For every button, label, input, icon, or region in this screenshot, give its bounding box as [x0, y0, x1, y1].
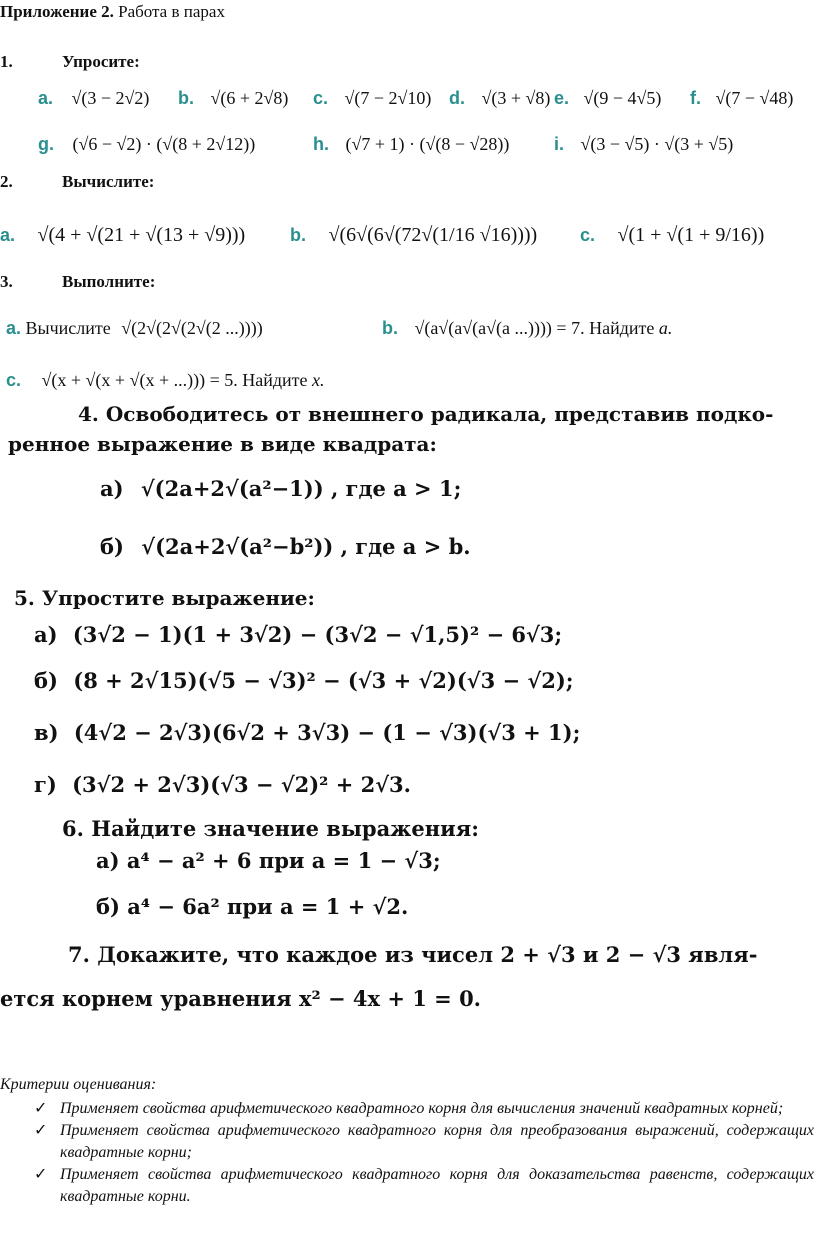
s5-a: а) (3√2 − 1)(1 + 3√2) − (3√2 − √1,5)² − 6√3; — [34, 622, 563, 647]
s1-d: d. √(3 + √8) — [449, 88, 551, 108]
s1-f: f. √(7 − √48) — [690, 88, 794, 108]
criteria-item: ✓ Применяет свойства арифметического квадратного корня для доказательства равенств, содержащих квадратные корни. — [34, 1166, 814, 1205]
section-3-number: 3. — [0, 272, 13, 291]
s4-line2: ренное выражение в виде квадрата: — [8, 432, 437, 456]
s7-line2: ется корнем уравнения x² − 4x + 1 = 0. — [0, 986, 481, 1011]
checkmark-icon: ✓ — [34, 1100, 48, 1117]
s1-g: g. (√6 − √2) · (√(8 + 2√12)) — [38, 134, 256, 154]
s1-a-label: a. — [38, 88, 54, 108]
header-bold: Приложение 2. — [0, 2, 114, 21]
checkmark-icon: ✓ — [34, 1166, 48, 1183]
s3-b: b. √(a√(a√(a√(a ...)))) = 7. Найдите a. — [382, 318, 673, 338]
page-header — [0, 2, 225, 22]
s2-b: b. √(6√(6√(72√(1/16 √16)))) — [290, 224, 538, 246]
criteria-list — [32, 1098, 814, 1208]
section-2-title: Вычислите: — [62, 172, 155, 191]
section-2-number: 2. — [0, 172, 13, 191]
s5-title: 5. Упростите выражение: — [14, 586, 315, 610]
s4-b: б) √(2a+2√(a²−b²)) , где a > b. — [100, 534, 471, 559]
s2-a: a. √(4 + √(21 + √(13 + √9))) — [0, 224, 246, 246]
s5-d: г) (3√2 + 2√3)(√3 − √2)² + 2√3. — [34, 772, 411, 797]
criteria-title: Критерии оценивания: — [0, 1076, 157, 1093]
criteria-item: ✓ Применяет свойства арифметического квадратного корня для преобразования выражений, содержащих квадратные корни; — [34, 1122, 814, 1161]
s6-title: 6. Найдите значение выражения: — [62, 816, 479, 841]
s1-a-expr: √(3 − 2√2) — [71, 88, 150, 108]
s1-row1 — [38, 88, 149, 109]
s5-b: б) (8 + 2√15)(√5 − √3)² − (√3 + √2)(√3 − √2); — [34, 668, 574, 693]
s3-c: c. √(x + √(x + √(x + ...))) = 5. Найдите x. — [6, 370, 325, 390]
s2-c: c. √(1 + √(1 + 9/16)) — [580, 224, 765, 246]
section-3-title: Выполните: — [62, 272, 156, 291]
section-1-title: Упросите: — [62, 52, 140, 71]
s1-e: e. √(9 − 4√5) — [554, 88, 662, 108]
s6-b: б) a⁴ − 6a² при a = 1 + √2. — [96, 894, 409, 919]
criteria-item: ✓ Применяет свойства арифметического квадратного корня для вычисления значений квадратных корней; — [32, 1098, 814, 1120]
s4-a: а) √(2a+2√(a²−1)) , где a > 1; — [100, 476, 462, 501]
s6-a: а) a⁴ − a² + 6 при a = 1 − √3; — [96, 848, 441, 873]
s1-c: c. √(7 − 2√10) — [313, 88, 432, 108]
s7-line1: 7. Докажите, что каждое из чисел 2 + √3 и 2 − √3 явля- — [68, 942, 758, 967]
s1-h: h. (√7 + 1) · (√(8 − √28)) — [313, 134, 510, 154]
s1-i: i. √(3 − √5) · √(3 + √5) — [554, 134, 734, 154]
header-rest: Работа в парах — [118, 2, 225, 21]
section-1-number: 1. — [0, 52, 13, 71]
s5-c: в) (4√2 − 2√3)(6√2 + 3√3) − (1 − √3)(√3 + 1); — [34, 720, 581, 745]
checkmark-icon: ✓ — [34, 1122, 48, 1139]
s3-a: a. Вычислите √(2√(2√(2√(2 ...)))) — [6, 318, 263, 338]
s4-line1: 4. Освободитесь от внешнего радикала, представив подко- — [78, 402, 774, 426]
s1-b: b. √(6 + 2√8) — [178, 88, 289, 108]
